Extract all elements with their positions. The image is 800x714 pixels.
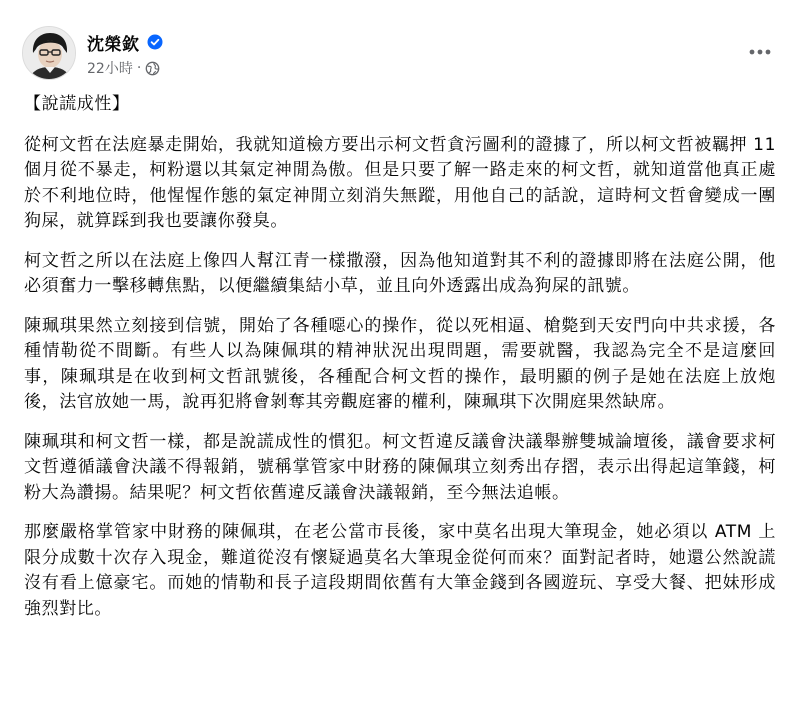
author-name[interactable]: 沈榮欽 [87, 34, 140, 55]
post-paragraph: 柯文哲之所以在法庭上像四人幫江青一樣撒潑，因為他知道對其不利的證據即將在法庭公開，他必須奮力一擊移轉焦點，以便繼續集結小草，並且向外透露出成為狗屎的訊號。 [24, 250, 776, 296]
post-timestamp[interactable]: 22小時 [87, 61, 133, 77]
globe-icon[interactable] [145, 61, 160, 76]
more-options-icon [749, 49, 771, 55]
more-options-button[interactable] [742, 38, 778, 66]
post-header [22, 26, 778, 82]
post-paragraph: 陳珮琪和柯文哲一樣，都是說謊成性的慣犯。柯文哲違反議會決議舉辦雙城論壇後，議會要求柯文哲遵循議會決議不得報銷，號稱掌管家中財務的陳佩琪立刻秀出存摺，表示出得起這筆錢，柯粉大為讚揚。結果呢？柯文哲依舊違反議會決議報銷，至今無法追帳。 [24, 431, 776, 503]
author-row [87, 31, 163, 53]
post-paragraph: 那麼嚴格掌管家中財務的陳佩琪，在老公當市長後，家中莫名出現大筆現金，她必須以 ATM 上限分成數十次存入現金，難道從沒有懷疑過莫名大筆現金從何而來？面對記者時，她還公然說謊沒有看上億豪宅。而她的情勒和長子這段期間依舊有大筆金錢到各國遊玩、享受大餐、把妹形成強烈對比。 [24, 522, 776, 619]
verified-badge-icon [147, 34, 163, 50]
post-heading: 【說謊成性】 [24, 94, 130, 114]
author-avatar[interactable] [22, 26, 76, 80]
meta-separator: · [136, 60, 142, 76]
avatar-portrait-icon [23, 27, 76, 80]
post-paragraph: 從柯文哲在法庭暴走開始，我就知道檢方要出示柯文哲貪污圖利的證據了，所以柯文哲被羈押 11 個月從不暴走，柯粉還以其氣定神閒為傲。但是只要了解一路走來的柯文哲，就知道當他真正處於不利地位時，他惺惺作態的氣定神閒立刻消失無蹤，用他自己的話說，這時柯文哲會變成一團狗屎，就算踩到我也要讓你發臭。 [24, 134, 776, 231]
post-meta [87, 58, 160, 78]
post-paragraph: 陳珮琪果然立刻接到信號，開始了各種噁心的操作，從以死相逼、槍斃到天安門向中共求援，各種情勒從不間斷。有些人以為陳佩琪的精神狀況出現問題，需要就醫，我認為完全不是這麼回事，陳珮琪是在收到柯文哲訊號後，各種配合柯文哲的操作，最明顯的例子是她在法庭上放炮後，法官放她一馬，說再犯將會剝奪其旁觀庭審的權利，陳珮琪下次開庭果然缺席。 [24, 315, 776, 412]
post-body [24, 92, 776, 636]
